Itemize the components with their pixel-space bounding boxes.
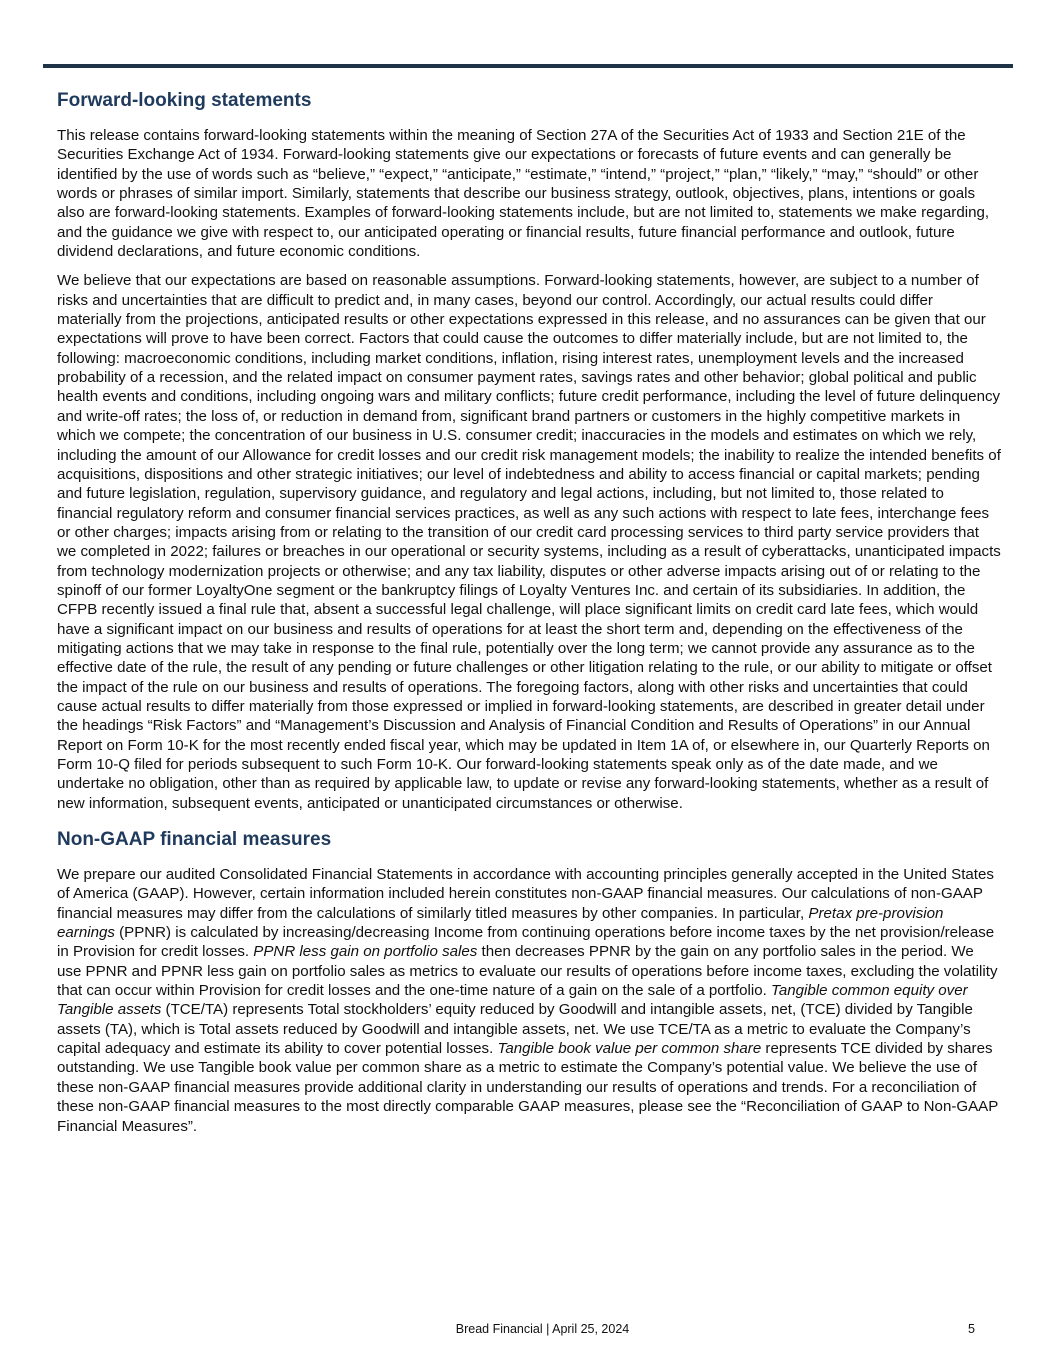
page-footer	[0, 1322, 1055, 1338]
forward-looking-paragraph-1: This release contains forward-looking statements within the meaning of Section 27A of the Securities Act of 1933 and Section 21E of the Securities Exchange Act of 1934. Forward-looking statements give our expectations or forecasts of future events and can generally be identified by the use of words such as “believe,” “expect,” “anticipate,” “estimate,” “intend,” “project,” “plan,” “likely,” “may,” “should” or other words or phrases of similar import. Similarly, statements that describe our business strategy, outlook, objectives, plans, intentions or goals also are forward-looking statements. Examples of forward-looking statements include, but are not limited to, statements we make regarding, and the guidance we give with respect to, our anticipated operating or financial results, future financial performance and outlook, future dividend declarations, and future economic conditions.	[57, 127, 990, 261]
non-gaap-text-4: (TCE/TA) represents Total stockholders’ equity reduced by Goodwill and intangible assets, net, (TCE) divided by Tangible assets (TA), which is Total assets reduced by Goodwill and intangible assets, net. We use TCE/TA as a metric to evaluate the Company’s capital adequacy and estimate its ability to cover potential losses.	[57, 1001, 973, 1058]
term-tce-ta: Tangible common equity over Tangible assets	[57, 982, 968, 1019]
term-ppnr: Pretax pre-provision earnings	[57, 904, 944, 942]
non-gaap-text-3: then decreases PPNR by the gain on any portfolio sales in the period. We use PPNR and PPNR less gain on portfolio sales as metrics to evaluate our results of operations before income taxes, excluding the volatility that can occur within Provision for credit losses and the one-time nature of a gain on the sale of a portfolio.	[57, 943, 998, 1000]
non-gaap-paragraph	[57, 865, 1001, 1136]
header-rule	[43, 64, 1013, 68]
forward-looking-heading: Forward-looking statements	[57, 90, 312, 111]
non-gaap-text-2: (PPNR) is calculated by increasing/decreasing Income from continuing operations before income taxes by the net provision/release in Provision for credit losses.	[57, 924, 995, 961]
term-ppnr-less-gain: PPNR less gain on portfolio sales	[253, 943, 478, 961]
non-gaap-text-1: We prepare our audited Consolidated Financial Statements in accordance with accounting principles generally accepted in the United States of America (GAAP). However, certain information included herein constitutes non-GAAP financial measures. Our calculations of non-GAAP financial measures may differ from the calculations of similarly titled measures by other companies. In particular,	[57, 866, 994, 922]
term-tangible-book-value: Tangible book value per common share	[497, 1040, 762, 1058]
forward-looking-paragraph-2: We believe that our expectations are based on reasonable assumptions. Forward-looking statements, however, are subject to a number of risks and uncertainties that are difficult to predict and, in many cases, beyond our control. Accordingly, our actual results could differ materially from the projections, anticipated results or other expectations expressed in this release, and no assurances can be given that our expectations will prove to have been correct. Factors that could cause the outcomes to differ materially include, but are not limited to, the following: macroeconomic conditions, including market conditions, inflation, rising interest rates, unemployment levels and the increased probability of a recession, and the related impact on consumer payment rates, savings rates and other behavior; global political and public health events and conditions, including ongoing wars and military conflicts; future credit performance, including the level of future delinquency and write-off rates; the loss of, or reduction in demand from, significant brand partners or customers in the highly competitive markets in which we compete; the concentration of our business in U.S. consumer credit; inaccuracies in the models and estimates on which we rely, including the amount of our Allowance for credit losses and our credit risk management models; the inability to realize the intended benefits of acquisitions, dispositions and other strategic initiatives; our level of indebtedness and ability to access financial or capital markets; pending and future legislation, regulation, supervisory guidance, and regulatory and legal actions, including, but not limited to, those related to financial regulatory reform and consumer financial services practices, as well as any such actions with respect to late fees, interchange fees or other charges; impacts arising from or relating to the transition of our credit card processing services to third party service providers that we completed in 2022; failures or breaches in our operational or security systems, including as a result of cyberattacks, unanticipated impacts from technology modernization projects or otherwise; and any tax liability, disputes or other adverse impacts arising out of or relating to the spinoff of our former LoyaltyOne segment or the bankruptcy filings of Loyalty Ventures Inc. and certain of its subsidiaries. In addition, the CFPB recently issued a final rule that, absent a successful legal challenge, will place significant limits on credit card late fees, which would have a significant impact on our business and results of operations for at least the short term and, depending on the effectiveness of the mitigating actions that we may take in response to the final rule, potentially over the long term; we cannot provide any assurance as to the effective date of the rule, the result of any pending or future challenges or other litigation relating to the rule, or our ability to mitigate or offset the impact of the rule on our business and results of operations. The foregoing factors, along with other risks and uncertainties that could cause actual results to differ materially from those expressed or implied in forward-looking statements, are described in greater detail under the headings “Risk Factors” and “Management’s Discussion and Analysis of Financial Condition and Results of Operations” in our Annual Report on Form 10-K for the most recently ended fiscal year, which may be updated in Item 1A of, or elsewhere in, our Quarterly Reports on Form 10-Q filed for periods subsequent to such Form 10-K. Our forward-looking statements speak only as of the date made, and we undertake no obligation, other than as required by applicable law, to update or revise any forward-looking statements, whether as a result of new information, subsequent events, anticipated or unanticipated circumstances or otherwise.	[57, 272, 1001, 812]
non-gaap-heading: Non-GAAP financial measures	[57, 829, 332, 851]
page-content	[57, 88, 1001, 1146]
non-gaap-text-5: represents TCE divided by shares outstanding. We use Tangible book value per common share as a metric to estimate the Company’s potential value. We believe the use of these non-GAAP financial measures provide additional clarity in understanding our results of operations and trends. For a reconciliation of these non-GAAP financial measures to the most directly comparable GAAP measures, please see the “Reconciliation of GAAP to Non-GAAP Financial Measures”.	[57, 1040, 999, 1135]
footer-text: Bread Financial | April 25, 2024	[455, 1322, 630, 1336]
page-number: 5	[968, 1322, 975, 1336]
